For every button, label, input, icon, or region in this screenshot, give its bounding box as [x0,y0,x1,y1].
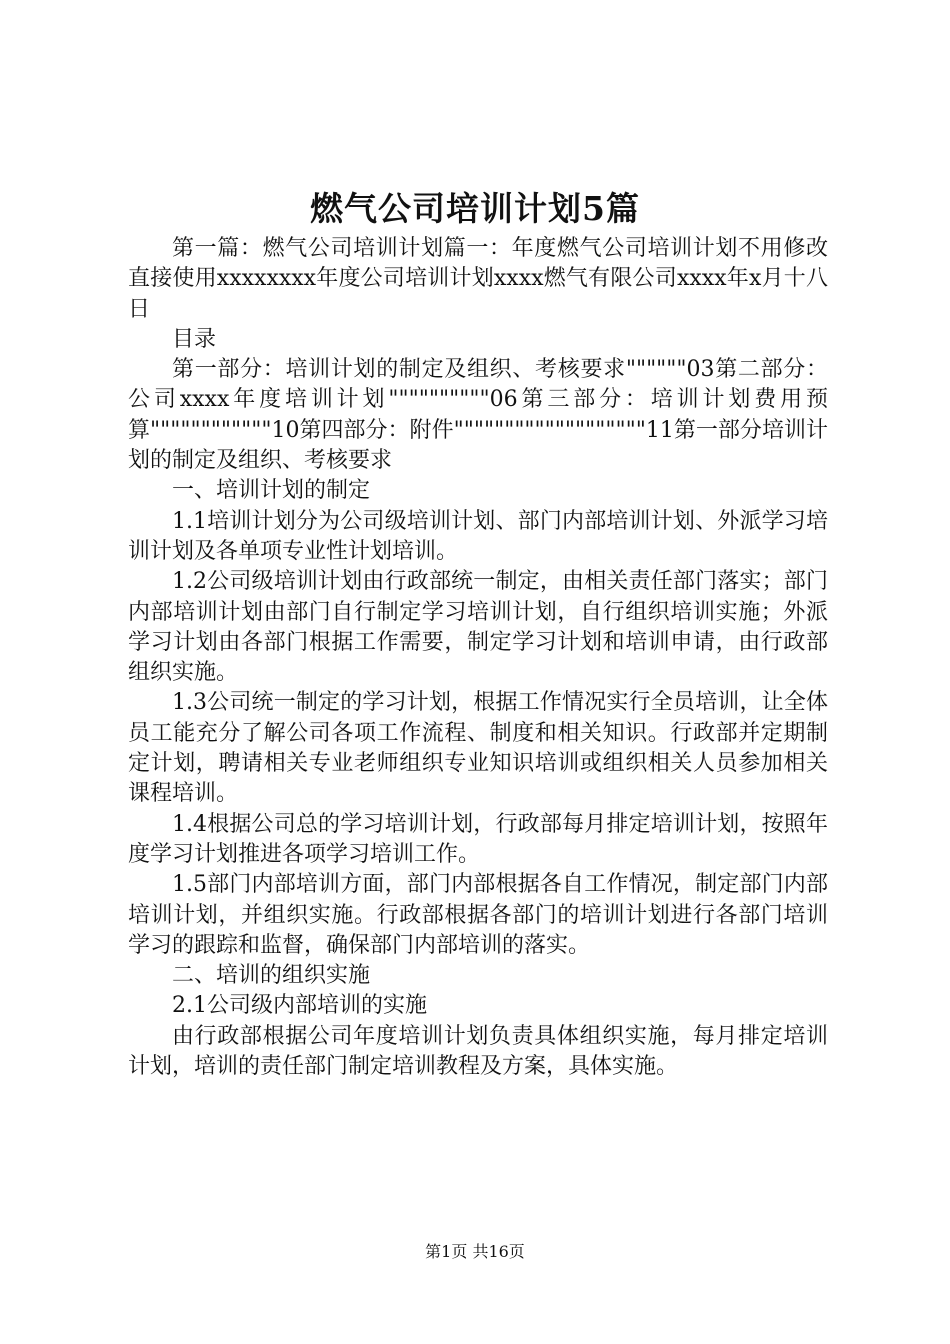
paragraph-1-1: 1.1培训计划分为公司级培训计划、部门内部培训计划、外派学习培训计划及各单项专业性计划培训。 [128,508,828,564]
paragraph-1-3: 1.3公司统一制定的学习计划，根据工作情况实行全员培训，让全体员工能充分了解公司各项工作流程、制度和相关知识。行政部并定期制定计划，聘请相关专业老师组织专业知识培训或组织相关人员参加相关课程培训。 [128,690,828,807]
paragraph-1-5: 1.5部门内部培训方面，部门内部根据各自工作情况，制定部门内部培训计划，并组织实施。行政部根据各部门的培训计划进行各部门培训学习的跟踪和监督，确保部门内部培训的落实。 [128,872,828,958]
document-body [128,234,828,1082]
paragraph-toc-heading: 目录 [172,326,217,352]
page-footer: 第1页 共16页 [425,1242,525,1261]
document-title: 燃气公司培训计划5篇 [310,189,640,228]
paragraph-toc: 第一部分：培训计划的制定及组织、考核要求""""""03第二部分：公司xxxx年度培训计划""""""""""06第三部分：培训计划费用预算""""""""""""10第四部分：附件"""""""""""""""""""11第一部分培训计划的制定及组织、考核要求 [128,357,828,474]
paragraph-1-2: 1.2公司级培训计划由行政部统一制定，由相关责任部门落实；部门内部培训计划由部门自行制定学习培训计划，自行组织培训实施；外派学习计划由各部门根据工作需要，制定学习计划和培训申请，由行政部组织实施。 [128,569,828,686]
section-heading-2: 二、培训的组织实施 [172,963,371,989]
paragraph-1-4: 1.4根据公司总的学习培训计划，行政部每月排定培训计划，按照年度学习计划推进各项学习培训工作。 [128,811,828,867]
section-heading-1: 一、培训计划的制定 [172,478,371,504]
paragraph-2-1: 由行政部根据公司年度培训计划负责具体组织实施，每月排定培训计划，培训的责任部门制定培训教程及方案，具体实施。 [128,1023,828,1080]
subsection-heading-2-1: 2.1公司级内部培训的实施 [172,993,427,1019]
paragraph-intro: 第一篇：燃气公司培训计划篇一：年度燃气公司培训计划不用修改直接使用xxxxxxxx年度公司培训计划xxxx燃气有限公司xxxx年x月十八日 [128,236,828,322]
